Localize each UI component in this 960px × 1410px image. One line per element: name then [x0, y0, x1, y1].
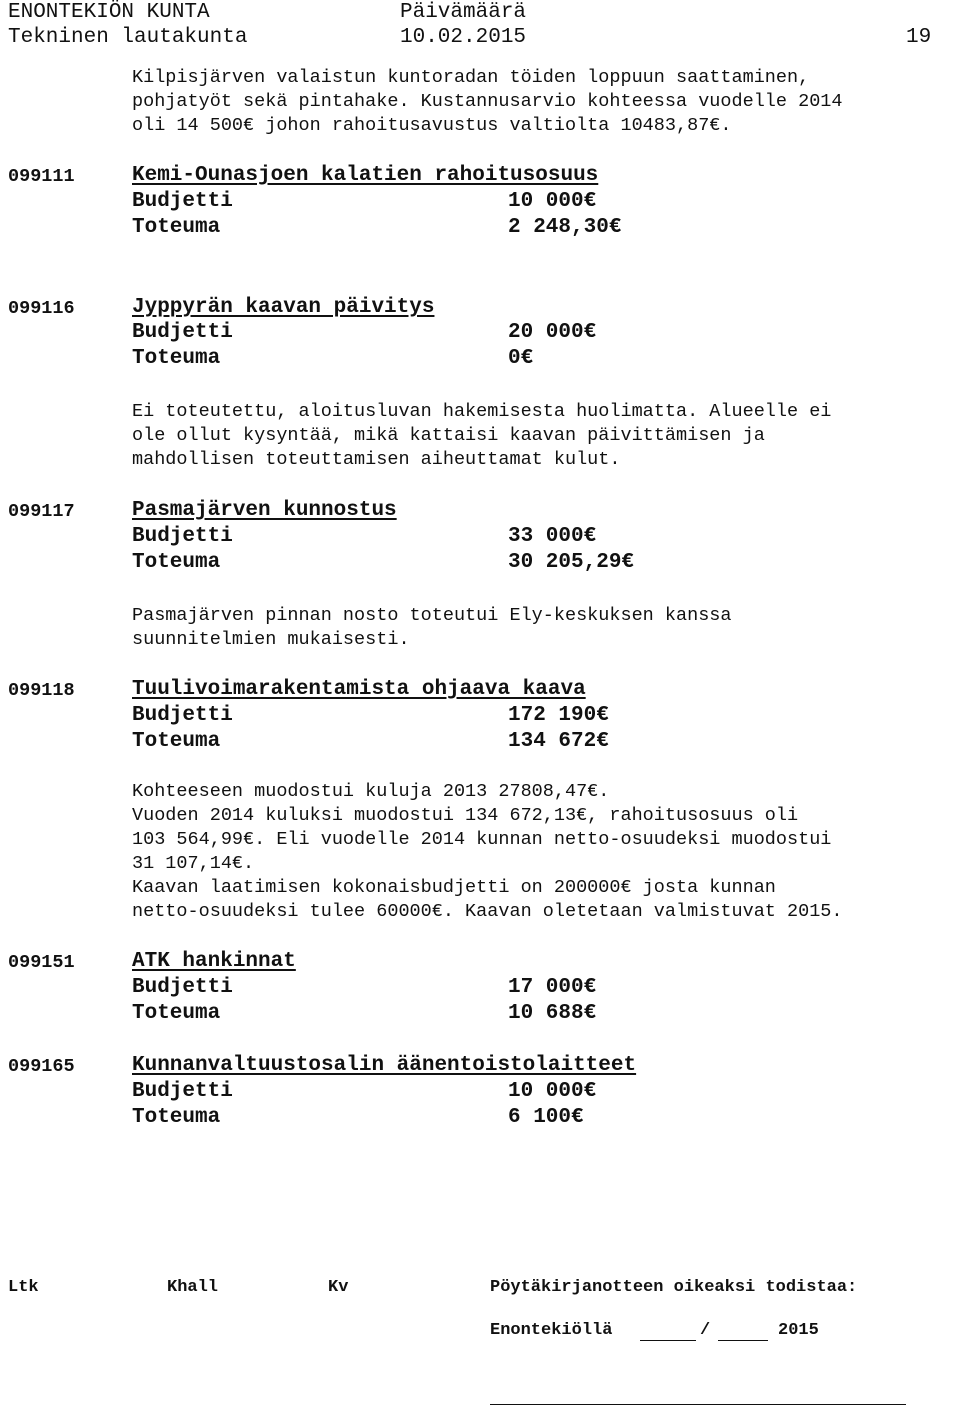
page-number: 19 — [906, 26, 932, 49]
item-code: 099116 — [8, 298, 75, 319]
footer-certify-label: Pöytäkirjanotteen oikeaksi todistaa: — [490, 1278, 858, 1297]
item-title: Pasmajärven kunnostus — [132, 499, 397, 522]
item-title: Jyppyrän kaavan päivitys — [132, 296, 435, 319]
actual-value: 134 672€ — [508, 730, 609, 753]
committee-name: Tekninen lautakunta — [8, 26, 248, 49]
budget-label: Budjetti — [132, 321, 233, 344]
actual-value: 2 248,30€ — [508, 216, 622, 239]
footer-slash: / — [700, 1321, 711, 1340]
actual-label: Toteuma — [132, 730, 221, 753]
actual-label: Toteuma — [132, 347, 221, 370]
budget-label: Budjetti — [132, 704, 233, 727]
item-note: Ei toteutettu, aloitusluvan hakemisesta huolimatta. Alueelle ei — [132, 401, 832, 422]
actual-value: 6 100€ — [508, 1106, 584, 1129]
item-note: 31 107,14€. — [132, 853, 255, 874]
budget-value: 10 000€ — [508, 1080, 597, 1103]
item-code: 099165 — [8, 1056, 75, 1077]
item-note: mahdollisen toteuttamisen aiheuttamat kulut. — [132, 449, 621, 470]
footer-ltk: Ltk — [8, 1278, 39, 1297]
item-title: Kunnanvaltuustosalin äänentoistolaitteet — [132, 1054, 637, 1077]
actual-label: Toteuma — [132, 216, 221, 239]
item-note: Kohteeseen muodostui kuluja 2013 27808,47€. — [132, 781, 610, 802]
budget-label: Budjetti — [132, 1080, 233, 1103]
actual-value: 10 688€ — [508, 1002, 597, 1025]
item-note: suunnitelmien mukaisesti. — [132, 629, 410, 650]
org-name: ENONTEKIÖN KUNTA — [8, 1, 210, 24]
item-title: Kemi-Ounasjoen kalatien rahoitusosuus — [132, 164, 599, 187]
item-title: Tuulivoimarakentamista ohjaava kaava — [132, 678, 586, 701]
signature-line — [490, 1404, 906, 1405]
footer-place: Enontekiöllä — [490, 1321, 613, 1340]
actual-label: Toteuma — [132, 1106, 221, 1129]
budget-label: Budjetti — [132, 190, 233, 213]
footer-khall: Khall — [167, 1278, 219, 1297]
budget-label: Budjetti — [132, 976, 233, 999]
item-code: 099118 — [8, 680, 75, 701]
item-code: 099117 — [8, 501, 75, 522]
item-note: netto-osuudeksi tulee 60000€. Kaavan oletetaan valmistuvat 2015. — [132, 901, 843, 922]
footer-year: 2015 — [778, 1321, 819, 1340]
budget-value: 20 000€ — [508, 321, 597, 344]
day-blank-line — [640, 1340, 696, 1341]
actual-value: 0€ — [508, 347, 534, 370]
actual-value: 30 205,29€ — [508, 551, 635, 574]
actual-label: Toteuma — [132, 1002, 221, 1025]
item-note: Kaavan laatimisen kokonaisbudjetti on 200000€ josta kunnan — [132, 877, 776, 898]
budget-value: 17 000€ — [508, 976, 597, 999]
item-title: ATK hankinnat — [132, 950, 296, 973]
intro-line: pohjatyöt sekä pintahake. Kustannusarvio kohteessa vuodelle 2014 — [132, 91, 843, 112]
item-note: 103 564,99€. Eli vuodelle 2014 kunnan netto-osuudeksi muodostui — [132, 829, 832, 850]
date-label: Päivämäärä — [400, 1, 527, 24]
footer-kv: Kv — [328, 1278, 349, 1297]
item-note: ole ollut kysyntää, mikä kattaisi kaavan päivittämisen ja — [132, 425, 765, 446]
intro-line: Kilpisjärven valaistun kuntoradan töiden loppuun saattaminen, — [132, 67, 810, 88]
item-note: Pasmajärven pinnan nosto toteutui Ely-keskuksen kanssa — [132, 605, 732, 626]
item-code: 099151 — [8, 952, 75, 973]
budget-value: 33 000€ — [508, 525, 597, 548]
item-code: 099111 — [8, 166, 75, 187]
budget-value: 172 190€ — [508, 704, 609, 727]
item-note: Vuoden 2014 kuluksi muodostui 134 672,13€, rahoitusosuus oli — [132, 805, 799, 826]
budget-label: Budjetti — [132, 525, 233, 548]
intro-line: oli 14 500€ johon rahoitusavustus valtiolta 10483,87€. — [132, 115, 732, 136]
meeting-date: 10.02.2015 — [400, 26, 527, 49]
budget-value: 10 000€ — [508, 190, 597, 213]
month-blank-line — [718, 1340, 768, 1341]
actual-label: Toteuma — [132, 551, 221, 574]
